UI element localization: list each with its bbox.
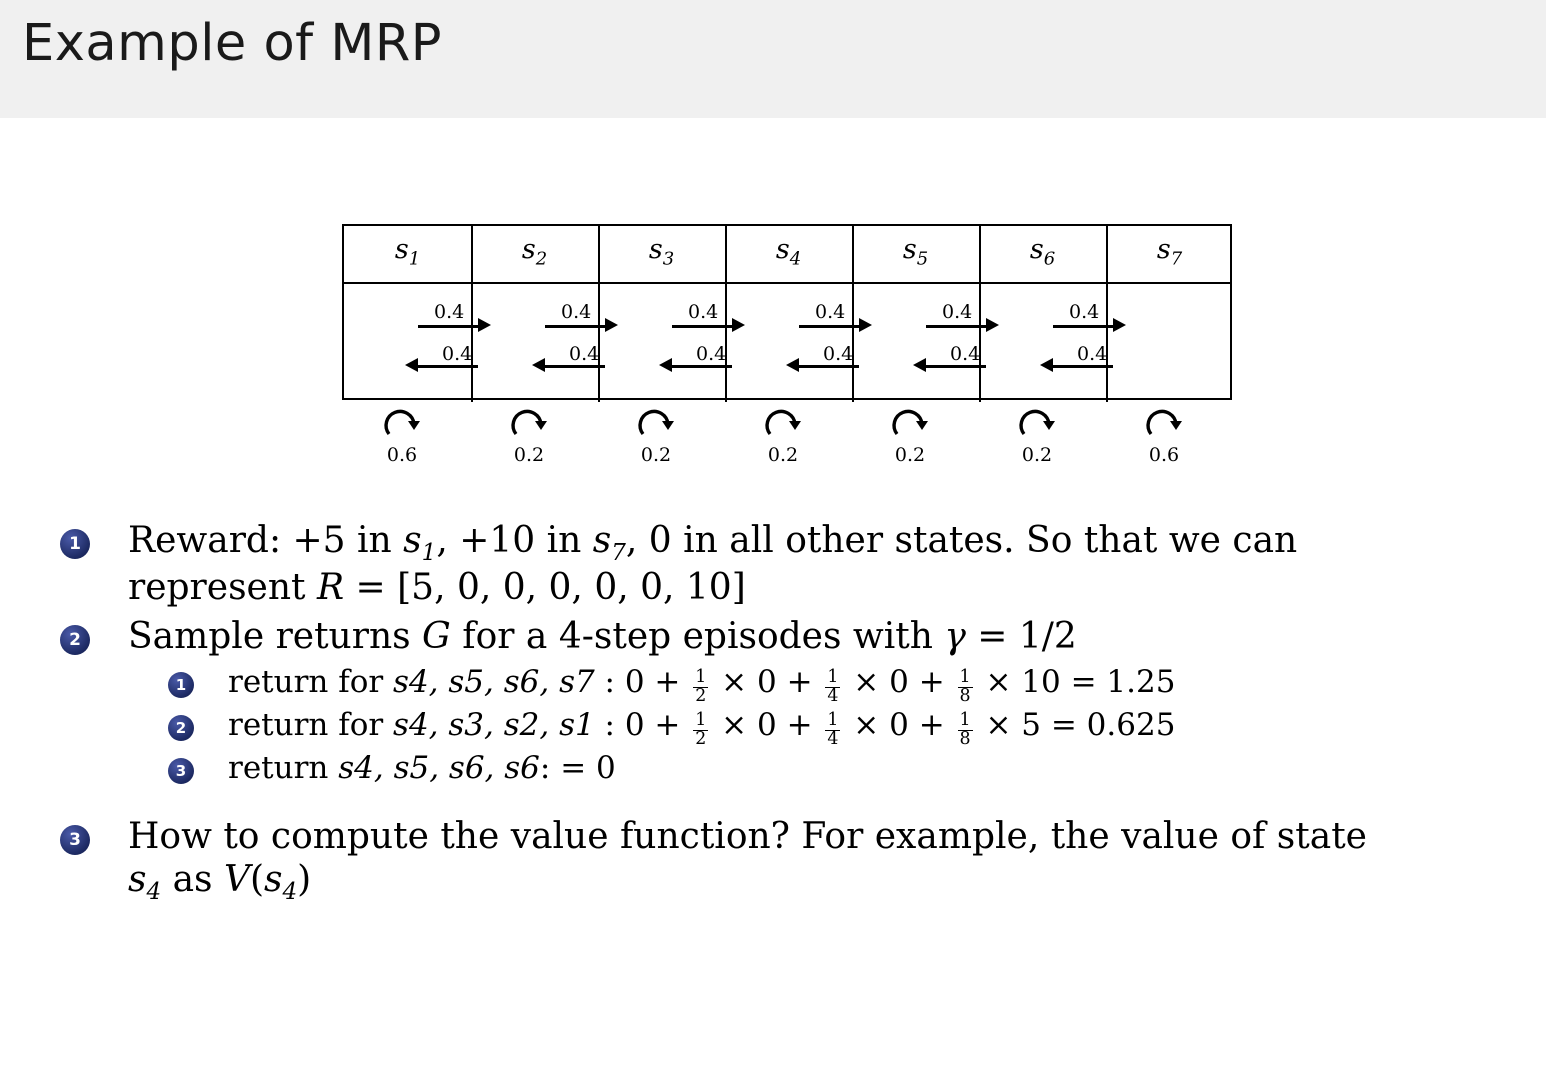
sub-bullet-number-3: 3 (168, 758, 194, 784)
arrow-head-backward (532, 358, 545, 372)
return-1-t2: × 0 + (843, 664, 955, 701)
return-3-result: : = 0 (539, 750, 616, 787)
fraction-one-half: $\frac{1}{2}$ (695, 709, 707, 749)
return-1-result: × 10 = 1.25 (975, 664, 1176, 701)
value-function-line-1: How to compute the value function? For example, the value of state (128, 816, 1367, 858)
fraction-one-quarter: $\frac{1}{4}$ (827, 666, 839, 706)
value-function-symbol: V (223, 858, 250, 900)
return-3-states: s4, s5, s6, s6 (338, 750, 540, 787)
self-loop-prob-s3: 0.2 (640, 444, 672, 466)
arrow-line-backward (672, 365, 732, 368)
self-loop-s5 (888, 400, 932, 466)
mrp-chain-diagram (0, 118, 1546, 518)
prob-forward-6: 0.4 (1069, 301, 1100, 323)
fraction-one-half: $\frac{1}{2}$ (695, 666, 707, 706)
prob-backward-6: 0.4 (1077, 343, 1108, 365)
self-loop-prob-s1: 0.6 (386, 444, 418, 466)
value-function-line-2 (128, 859, 1486, 906)
reward-line-1-b: , +10 in (436, 520, 593, 561)
arrow-line-forward (799, 325, 859, 328)
list-item-value-function (0, 816, 1546, 906)
arrow-line-forward (926, 325, 986, 328)
prob-backward-4: 0.4 (823, 343, 854, 365)
arrow-head-forward (605, 318, 618, 332)
arrow-head-forward (859, 318, 872, 332)
list-item-sample-returns (0, 616, 1546, 658)
self-loop-s4 (761, 400, 805, 466)
sub-list-item-return-2 (0, 707, 1546, 748)
bullet-number-2: 2 (60, 625, 90, 655)
return-1-states: s4, s5, s6, s7 (393, 664, 595, 701)
arrow-line-forward (545, 325, 605, 328)
reward-line-1-c: , 0 in all other states. So that we can (625, 520, 1298, 561)
self-loop-prob-s2: 0.2 (513, 444, 545, 466)
prob-forward-5: 0.4 (942, 301, 973, 323)
return-2-result: × 5 = 0.625 (975, 707, 1176, 744)
return-2-colon: : 0 + (594, 707, 691, 744)
arrow-head-backward (913, 358, 926, 372)
self-loop-s6 (1015, 400, 1059, 466)
reward-vector-value: = [5, 0, 0, 0, 0, 0, 10] (344, 567, 746, 609)
return-2-prefix: return for (228, 707, 394, 744)
reward-line-2-a: represent (128, 567, 317, 609)
state-label-s7: $s_7$ (1156, 234, 1183, 270)
return-3-prefix: return (228, 750, 339, 787)
state-label-s3: $s_3$ (648, 234, 675, 270)
return-1-prefix: return for (228, 664, 394, 701)
sub-list-item-return-1 (0, 664, 1546, 705)
reward-line-2 (128, 567, 1486, 609)
reward-vector-symbol: R (316, 567, 345, 609)
fraction-one-eighth: $\frac{1}{8}$ (959, 709, 971, 749)
slide-body (0, 520, 1546, 912)
fraction-one-quarter: $\frac{1}{4}$ (827, 709, 839, 749)
arrow-head-backward (1040, 358, 1053, 372)
sample-returns-c: = 1/2 (965, 615, 1077, 657)
arrow-head-forward (1113, 318, 1126, 332)
spacer (0, 790, 1546, 816)
arrow-line-forward (1053, 325, 1113, 328)
arrow-line-backward (1053, 365, 1113, 368)
return-1-colon: : 0 + (594, 664, 691, 701)
return-2-t2: × 0 + (843, 707, 955, 744)
sub-bullet-number-2: 2 (168, 715, 194, 741)
arrow-line-forward (418, 325, 478, 328)
return-2-t1: × 0 + (711, 707, 823, 744)
arrow-head-forward (986, 318, 999, 332)
sub-list-item-return-3 (0, 750, 1546, 788)
arrow-line-forward (672, 325, 732, 328)
sample-returns-b: for a 4-step episodes with (450, 615, 945, 657)
sub-bullet-number-1: 1 (168, 672, 194, 698)
state-label-s5: $s_5$ (902, 234, 929, 270)
prob-forward-4: 0.4 (815, 301, 846, 323)
arrow-line-backward (799, 365, 859, 368)
reward-line-1-a: Reward: +5 in (128, 520, 404, 561)
self-loop-s1 (380, 400, 424, 466)
prob-backward-1: 0.4 (442, 343, 473, 365)
gamma-symbol: γ (944, 615, 966, 657)
fraction-one-eighth: $\frac{1}{8}$ (959, 666, 971, 706)
arrow-head-backward (659, 358, 672, 372)
bullet-number-1: 1 (60, 529, 90, 559)
state-s4-inline: s (128, 858, 147, 900)
value-paren-open: ( (249, 858, 265, 900)
state-s7-sub: 7 (611, 540, 626, 567)
prob-forward-3: 0.4 (688, 301, 719, 323)
sample-returns-a: Sample returns (128, 615, 423, 657)
prob-forward-2: 0.4 (561, 301, 592, 323)
state-label-s4: $s_4$ (775, 234, 802, 270)
arrow-head-forward (478, 318, 491, 332)
prob-forward-1: 0.4 (434, 301, 465, 323)
value-paren-close: ) (297, 858, 312, 900)
state-s4-arg: s (264, 858, 283, 900)
bullet-number-3: 3 (60, 825, 90, 855)
state-label-s1: $s_1$ (394, 234, 421, 270)
state-s1-sub: 1 (421, 540, 437, 567)
page-title: Example of MRP (22, 14, 443, 73)
arrow-line-backward (545, 365, 605, 368)
state-label-s2: $s_2$ (521, 234, 548, 270)
return-symbol-G: G (422, 615, 451, 657)
state-label-s6: $s_6$ (1029, 234, 1056, 270)
self-loop-s7 (1142, 400, 1186, 466)
self-loop-s2 (507, 400, 551, 466)
prob-backward-5: 0.4 (950, 343, 981, 365)
arrow-line-backward (418, 365, 478, 368)
state-s4-sub: 4 (146, 878, 162, 905)
list-item-reward (0, 520, 1546, 610)
slide-title-bar (0, 0, 1546, 118)
return-1-t1: × 0 + (711, 664, 823, 701)
state-s7-inline: s (592, 520, 612, 561)
self-loop-s3 (634, 400, 678, 466)
arrow-line-backward (926, 365, 986, 368)
state-s1-inline: s (403, 520, 422, 561)
chain-row-divider (344, 282, 1230, 284)
value-function-as: as (161, 858, 224, 900)
state-s4-arg-sub: 4 (282, 878, 298, 905)
arrow-head-backward (405, 358, 418, 372)
self-loop-prob-s7: 0.6 (1148, 444, 1180, 466)
self-loop-prob-s5: 0.2 (894, 444, 926, 466)
prob-backward-2: 0.4 (569, 343, 600, 365)
arrow-head-backward (786, 358, 799, 372)
prob-backward-3: 0.4 (696, 343, 727, 365)
self-loop-prob-s6: 0.2 (1021, 444, 1053, 466)
self-loop-prob-s4: 0.2 (767, 444, 799, 466)
return-2-states: s4, s3, s2, s1 (393, 707, 595, 744)
arrow-head-forward (732, 318, 745, 332)
